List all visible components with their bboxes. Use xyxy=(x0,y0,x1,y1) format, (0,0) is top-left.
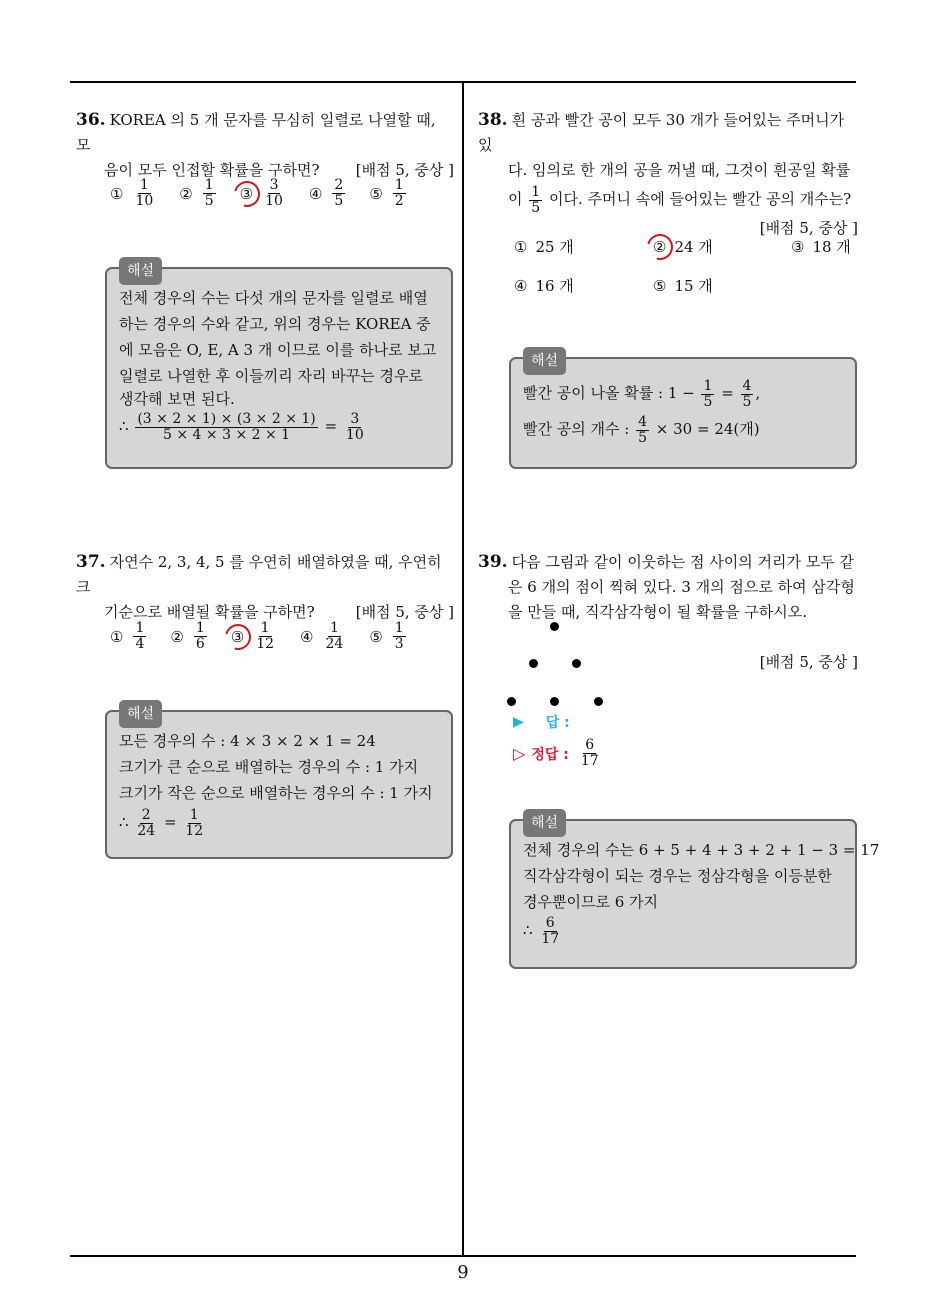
choices-38-row2 xyxy=(514,275,735,296)
solution-box-38 xyxy=(509,353,857,469)
problem-number: 39. xyxy=(478,552,508,572)
score-label: [배점 5, 중상 ] xyxy=(355,603,454,621)
solution-box-39: 해설 전체 경우의 수는 6 + 5 + 4 + 3 + 2 + 1 − 3 = 17 직각삼각형이 되는 경우는 정삼각형을 이등분한 경우뿐이므로 6 가지 ∴ $\frac{6}{17}$ xyxy=(509,819,857,969)
figure-dot xyxy=(507,697,516,706)
play-icon: ▶ xyxy=(513,714,524,730)
choice-2[interactable]: ② 24 개 xyxy=(653,236,769,257)
problem-38 xyxy=(478,108,858,241)
choice-5[interactable]: ⑤ $\frac{1}{2}$ xyxy=(369,177,404,209)
problem-text: 기순으로 배열될 확률을 구하면? xyxy=(104,603,315,621)
score-label: [배점 5, 중상 ] xyxy=(355,161,454,179)
answer-input-line[interactable]: ▶ 답 : xyxy=(513,714,570,731)
play-outline-icon: ▷ xyxy=(513,744,526,763)
solution-equation: ∴ $\frac{2}{24}$ = $\frac{1}{12}$ xyxy=(119,806,204,839)
choice-1[interactable]: ① $\frac{1}{4}$ xyxy=(110,620,145,652)
figure-dot xyxy=(529,659,538,668)
answer-circle-mark xyxy=(220,619,256,655)
choices-37 xyxy=(110,621,430,652)
correct-answer-line: ▷ 정답 : $\frac{6}{17}$ xyxy=(513,737,599,769)
choice-4[interactable]: ④ $\frac{2}{5}$ xyxy=(308,177,344,209)
problem-39 xyxy=(478,550,858,625)
solution-box-37: 해설 모든 경우의 수 : 4 × 3 × 2 × 1 = 24 크기가 큰 순으로 배열하는 경우의 수 : 1 가지 크기가 작은 순으로 배열하는 경우의 수 : 1 가지 ∴ $\frac{2}{24}$ = $\frac{1}{12}$ xyxy=(105,710,453,859)
choice-2[interactable]: ② $\frac{1}{6}$ xyxy=(170,620,205,652)
choice-1[interactable]: ① 25 개 xyxy=(514,237,574,256)
choice-5[interactable]: ⑤ $\frac{1}{3}$ xyxy=(369,620,404,652)
score-label: [배점 5, 중상 ] xyxy=(759,218,858,237)
choice-3[interactable]: ③ $\frac{3}{10}$ xyxy=(240,178,287,209)
solution-tag: 해설 xyxy=(523,809,566,837)
choices-36 xyxy=(110,178,430,209)
figure-dot xyxy=(572,659,581,668)
problem-number: 37. xyxy=(76,552,106,572)
problem-text: 흰 공과 빨간 공이 모두 30 개가 들어있는 주머니가 있 xyxy=(478,111,845,154)
solution-tag: 해설 xyxy=(523,347,566,375)
solution-box-36: 해설 전체 경우의 수는 다섯 개의 문자를 일렬로 배열 하는 경우의 수와 같고, 위의 경우는 KOREA 중 에 모음은 O, E, A 3 개 이므로 이를 하나로 보고 일렬로 나열한 후 이들끼리 자리 바꾸는 경우로 생각해 보면 된다. ∴ $\frac{(3 \times 2 \times 1) \times (3 \times 2 \times 1)}{5 \times 4 \times 3 \times 2 \times 1}$ = $\frac{3}{10}$ xyxy=(105,267,453,469)
solution-equation: 빨간 공이 나올 확률 : 1 − $\frac{1}{5}$ = $\frac{4}{5}$ , xyxy=(523,377,761,410)
problem-text: 은 6 개의 점이 찍혀 있다. 3 개의 점으로 하여 삼각형 xyxy=(508,578,855,596)
figure-dot xyxy=(550,622,559,631)
answer-circle-mark xyxy=(229,176,265,212)
choice-3[interactable]: ③ 18 개 xyxy=(791,237,851,256)
problem-37 xyxy=(76,550,454,625)
solution-equation: 빨간 공의 개수 : $\frac{4}{5}$ × 30 = 24(개) xyxy=(523,413,760,446)
problem-text: 이 $\frac{1}{5}$ 이다. 주머니 속에 들어있는 빨간 공의 개수는? xyxy=(508,183,852,216)
choice-4[interactable]: ④ $\frac{1}{24}$ xyxy=(300,620,344,652)
problem-36 xyxy=(76,108,454,183)
column-divider xyxy=(462,82,464,1256)
choice-2[interactable]: ② $\frac{1}{5}$ xyxy=(179,177,214,209)
solution-tag: 해설 xyxy=(119,700,162,728)
bottom-rule xyxy=(70,1255,856,1257)
page-number: 9 xyxy=(457,1262,469,1283)
solution-equation: ∴ $\frac{(3 \times 2 \times 1) \times (3 \times 2 \times 1)}{5 \times 4 \times 3 \times 2 \times 1}$ = $\frac{3}{10}$ xyxy=(119,410,364,443)
choice-1[interactable]: ① $\frac{1}{10}$ xyxy=(110,177,154,209)
solution-equation: ∴ $\frac{6}{17}$ xyxy=(523,914,560,947)
problem-number: 38. xyxy=(478,110,508,130)
figure-dot xyxy=(550,697,559,706)
solution-tag: 해설 xyxy=(119,257,162,285)
figure-dot xyxy=(594,697,603,706)
problem-text: KOREA 의 5 개 문자를 무심히 일렬로 나열할 때, 모 xyxy=(76,111,436,154)
choices-38-row1 xyxy=(514,236,873,257)
choice-5[interactable]: ⑤ 15 개 xyxy=(653,276,713,295)
problem-text: 다음 그림과 같이 이웃하는 점 사이의 거리가 모두 같 xyxy=(511,553,855,571)
problem-text: 다. 임의로 한 개의 공을 꺼낼 때, 그것이 흰공일 확률 xyxy=(508,161,851,179)
choice-3[interactable]: ③ $\frac{1}{12}$ xyxy=(231,621,278,652)
score-label: [배점 5, 중상 ] xyxy=(759,653,858,671)
problem-text: 을 만들 때, 직각삼각형이 될 확률을 구하시오. xyxy=(508,603,807,621)
problem-text: 자연수 2, 3, 4, 5 를 우연히 배열하였을 때, 우연히 크 xyxy=(76,553,442,596)
choice-4[interactable]: ④ 16 개 xyxy=(514,276,574,295)
problem-number: 36. xyxy=(76,110,106,130)
problem-text: 음이 모두 인접할 확률을 구하면? xyxy=(104,161,320,179)
